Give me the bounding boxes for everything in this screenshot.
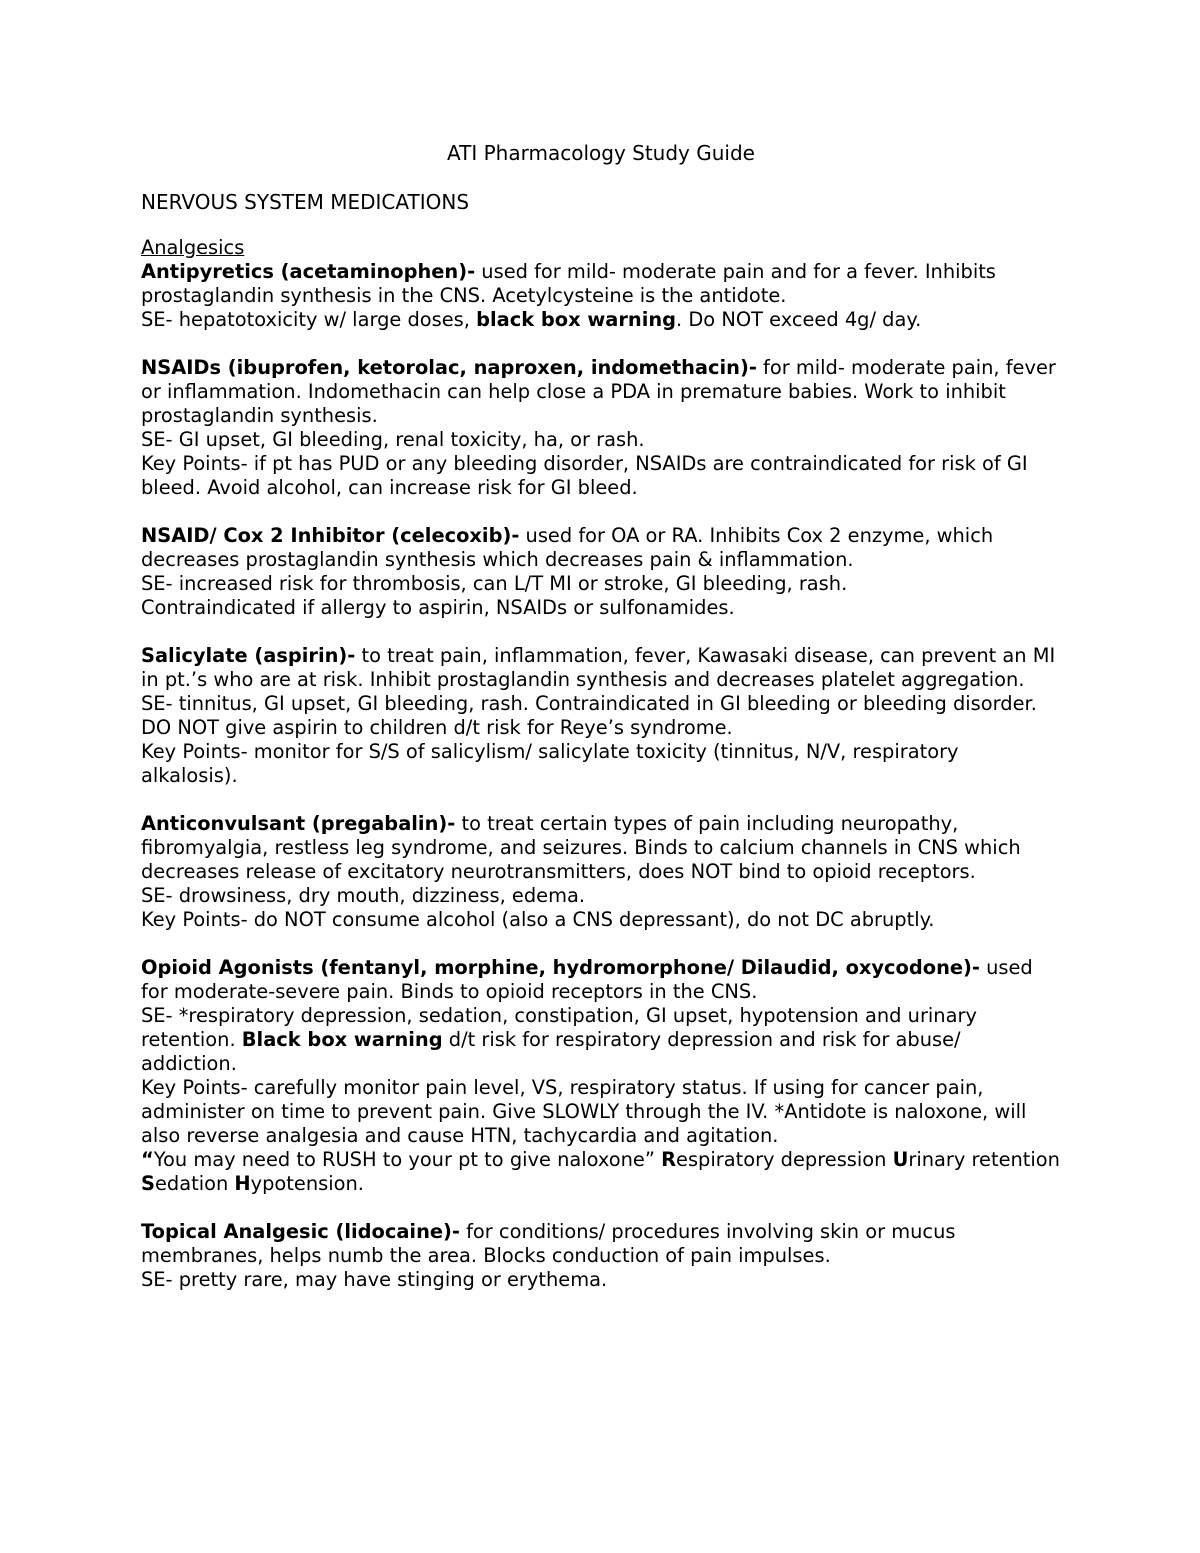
side-effects: SE- GI upset, GI bleeding, renal toxicity, ha, or rash. xyxy=(141,428,645,451)
drug-desc-text: used for mild- moderate pain and for a fever. Inhibits prostaglandin synthesis in the CNS. Acetylcysteine is the antidote. xyxy=(141,260,996,307)
mnemonic-open-quote: “ xyxy=(141,1148,154,1171)
drug-desc-text: for mild- moderate pain, fever or inflammation. Indomethacin can help close a PDA in premature babies. Work to inhibit prostaglandin synthesis. xyxy=(141,356,1056,427)
drug-desc-text: for conditions/ procedures involving skin or mucus membranes, helps numb the area. Blocks conduction of pain impulses. xyxy=(141,1220,956,1267)
side-effects xyxy=(141,1004,1061,1076)
mnemonic-word-s: edation xyxy=(154,1172,235,1195)
side-effects-text-end: d/t risk for respiratory depression and risk for abuse/ addiction. xyxy=(141,1028,961,1075)
drug-description xyxy=(141,812,1061,884)
drug-description xyxy=(141,956,1061,1004)
mnemonic-letter-r: R xyxy=(661,1148,677,1171)
key-points: Key Points- if pt has PUD or any bleeding disorder, NSAIDs are contraindicated for risk of GI bleed. Avoid alcohol, can increase risk for GI bleed. xyxy=(141,452,1028,499)
drug-desc-text: used for moderate-severe pain. Binds to opioid receptors in the CNS. xyxy=(141,956,1033,1003)
drug-description xyxy=(141,356,1061,428)
drug-description xyxy=(141,644,1061,692)
drug-name: NSAIDs (ibuprofen, ketorolac, naproxen, indomethacin)- xyxy=(141,356,757,379)
contraindications: Contraindicated if allergy to aspirin, NSAIDs or sulfonamides. xyxy=(141,596,735,619)
drug-name: Topical Analgesic (lidocaine)- xyxy=(141,1220,460,1243)
document-title: ATI Pharmacology Study Guide xyxy=(447,141,755,165)
drug-desc-text: to treat certain types of pain including neuropathy, fibromyalgia, restless leg syndrome, and seizures. Binds to calcium channels in CNS which decreases release of excitatory neurotransmitters, does NOT bind to opioid receptors. xyxy=(141,812,1021,883)
subsection-heading: Analgesics xyxy=(141,236,245,259)
side-effects: SE- tinnitus, GI upset, GI bleeding, rash. Contraindicated in GI bleeding or bleeding disorder. DO NOT give aspirin to children d/t risk for Reye’s syndrome. xyxy=(141,692,1037,739)
mnemonic-letter-s: S xyxy=(141,1172,155,1195)
key-points: Key Points- do NOT consume alcohol (also a CNS depressant), do not DC abruptly. xyxy=(141,908,935,931)
drug-description xyxy=(141,1220,1061,1268)
side-effects: SE- drowsiness, dry mouth, dizziness, edema. xyxy=(141,884,586,907)
drug-description xyxy=(141,260,1061,308)
drug-entry-acetaminophen xyxy=(141,260,1061,332)
key-points: Key Points- carefully monitor pain level, VS, respiratory status. If using for cancer pain, administer on time to prevent pain. Give SLOWLY through the IV. *Antidote is naloxone, will also reverse analgesia and cause HTN, tachycardia and agitation. xyxy=(141,1076,1027,1147)
mnemonic-word-u: rinary retention xyxy=(908,1148,1060,1171)
drug-name: Anticonvulsant (pregabalin)- xyxy=(141,812,456,835)
mnemonic-word-h: ypotension. xyxy=(250,1172,364,1195)
document-page xyxy=(141,140,1061,1316)
side-effects xyxy=(141,308,1061,332)
side-effects-text-end: . Do NOT exceed 4g/ day. xyxy=(676,308,922,331)
key-points: Key Points- monitor for S/S of salicylism/ salicylate toxicity (tinnitus, N/V, respiratory alkalosis). xyxy=(141,740,959,787)
side-effects-text: SE- hepatotoxicity w/ large doses, xyxy=(141,308,477,331)
mnemonic-letter-u: U xyxy=(892,1148,909,1171)
drug-desc-text: used for OA or RA. Inhibits Cox 2 enzyme, which decreases prostaglandin synthesis which decreases pain & inflammation. xyxy=(141,524,994,571)
side-effects-text: SE- *respiratory depression, sedation, constipation, GI upset, hypotension and urinary retention. xyxy=(141,1004,977,1051)
section-heading: NERVOUS SYSTEM MEDICATIONS xyxy=(141,190,470,214)
side-effects: SE- pretty rare, may have stinging or erythema. xyxy=(141,1268,608,1291)
drug-name: Salicylate (aspirin)- xyxy=(141,644,356,667)
side-effects: SE- increased risk for thrombosis, can L/T MI or stroke, GI bleeding, rash. xyxy=(141,572,848,595)
drug-description xyxy=(141,524,1061,572)
drug-entry-nsaids xyxy=(141,356,1061,500)
mnemonic-word-r: espiratory depression xyxy=(676,1148,893,1171)
mnemonic-letter-h: H xyxy=(234,1172,251,1195)
black-box-warning: Black box warning xyxy=(241,1028,443,1051)
drug-entry-celecoxib xyxy=(141,524,1061,620)
drug-name: Opioid Agonists (fentanyl, morphine, hydromorphone/ Dilaudid, oxycodone)- xyxy=(141,956,980,979)
drug-entry-opioid-agonists xyxy=(141,956,1061,1196)
drug-name: NSAID/ Cox 2 Inhibitor (celecoxib)- xyxy=(141,524,520,547)
drug-entry-lidocaine xyxy=(141,1220,1061,1292)
drug-name: Antipyretics (acetaminophen)- xyxy=(141,260,476,283)
mnemonic-quote: You may need to RUSH to your pt to give naloxone” xyxy=(153,1148,662,1171)
drug-entry-aspirin xyxy=(141,644,1061,788)
black-box-warning: black box warning xyxy=(476,308,677,331)
rush-mnemonic xyxy=(141,1148,1061,1196)
drug-desc-text: to treat pain, inflammation, fever, Kawasaki disease, can prevent an MI in pt.’s who are at risk. Inhibit prostaglandin synthesis and decreases platelet aggregation. xyxy=(141,644,1056,691)
drug-entry-pregabalin xyxy=(141,812,1061,932)
